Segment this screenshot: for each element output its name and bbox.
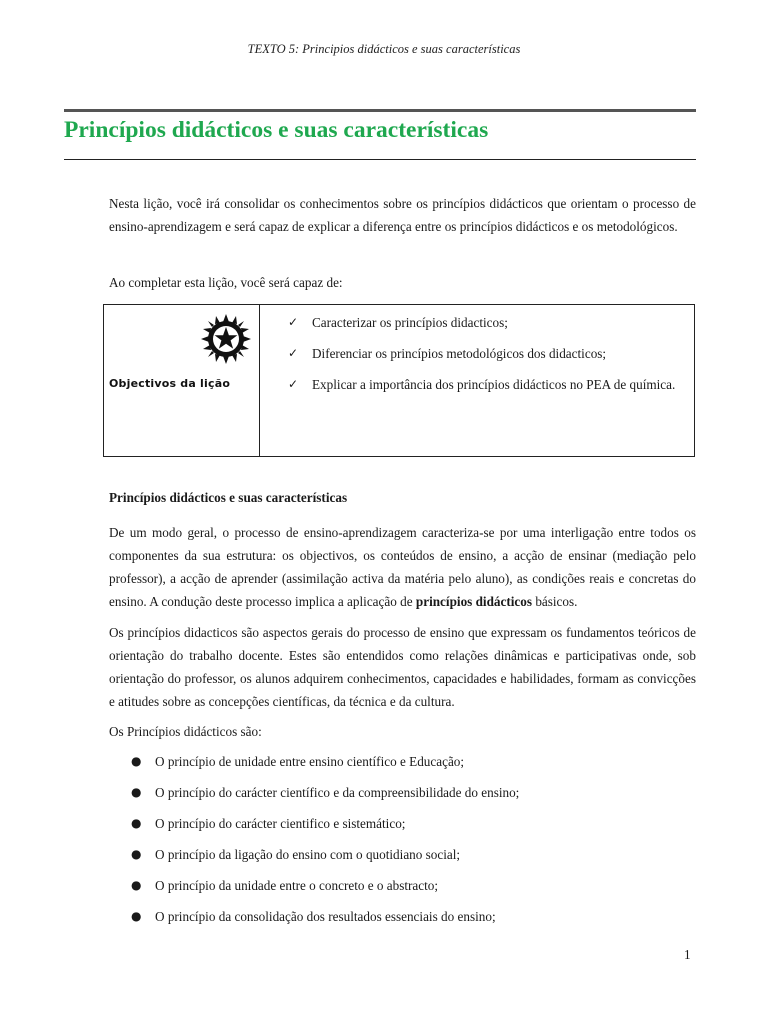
- objective-item: [288, 311, 688, 334]
- objectives-box: [103, 304, 695, 457]
- objective-item: [288, 342, 688, 365]
- bullet-icon: ●: [131, 878, 142, 892]
- checkmark-icon: ✓: [288, 315, 299, 329]
- list-item-text: O princípio do carácter cientifico e sistemático;: [155, 816, 406, 831]
- list-item: [109, 843, 696, 874]
- section-paragraph-2: Os princípios didacticos são aspectos gerais do processo de ensino que expressam os fundamentos teóricos de orientação do trabalho docente. Estes são entendidos como relações dinâmicas e participativas onde, sob orientação do professor, os alunos adquirem conhecimentos, capacidades e habilidades, formam as convicções e atitudes sobre as concepções científicas, da técnica e da cultura.: [109, 625, 696, 709]
- objectives-label: Objectivos da lição: [109, 377, 231, 390]
- intro-paragraph: Nesta lição, você irá consolidar os conhecimentos sobre os princípios didácticos que orientam o processo de ensino-aprendizagem e será capaz de explicar a diferença entre os princípios didácticos e os metodológicos.: [109, 196, 696, 234]
- bullet-icon: ●: [131, 785, 142, 799]
- title-bottom-rule: [64, 159, 696, 160]
- objectives-divider: [259, 305, 260, 456]
- bullet-icon: ●: [131, 909, 142, 923]
- checkmark-icon: ✓: [288, 346, 299, 360]
- objective-item: [288, 373, 688, 396]
- bold-term: princípios didácticos: [415, 594, 533, 609]
- list-item-text: O princípio da consolidação dos resultados essenciais do ensino;: [155, 909, 496, 924]
- list-item: [109, 874, 696, 905]
- section-heading: Princípios didácticos e suas características: [109, 490, 348, 505]
- list-item: [109, 812, 696, 843]
- page-number: 1: [684, 947, 691, 962]
- paragraph-text-end: básicos.: [532, 594, 578, 609]
- list-item-text: O princípio de unidade entre ensino científico e Educação;: [155, 754, 465, 769]
- sun-star-icon: [200, 313, 252, 365]
- objective-text: Explicar a importância dos princípios didácticos no PEA de química.: [312, 377, 676, 392]
- list-item-text: O princípio da ligação do ensino com o quotidiano social;: [155, 847, 461, 862]
- objective-text: Caracterizar os princípios didacticos;: [312, 315, 508, 330]
- paragraph-text: De um modo geral, o processo de ensino-aprendizagem caracteriza-se por uma interligação entre todos os componentes da sua estrutura: os objectivos, os conteúdos de ensino, a acção de ensinar (mediação pelo professor), a acção de aprender (assimilação activa da matéria pelo aluno), as condições reais e concretas do ensino. A condução deste processo implica a aplicação de: [109, 525, 696, 609]
- objectives-list: [288, 311, 688, 404]
- objective-text: Diferenciar os princípios metodológicos dos didacticos;: [312, 346, 607, 361]
- bullet-icon: ●: [131, 754, 142, 768]
- bullet-icon: ●: [131, 847, 142, 861]
- principles-list: [109, 750, 696, 936]
- list-item-text: O princípio do carácter científico e da compreensibilidade do ensino;: [155, 785, 520, 800]
- bullet-icon: ●: [131, 816, 142, 830]
- list-item: [109, 781, 696, 812]
- list-item-text: O princípio da unidade entre o concreto e o abstracto;: [155, 878, 439, 893]
- section-paragraph-1: [109, 521, 696, 613]
- list-intro: Os Princípios didácticos são:: [109, 724, 262, 739]
- list-item: [109, 905, 696, 936]
- intro-lead-in: Ao completar esta lição, você será capaz de:: [109, 275, 343, 290]
- page-title: Princípios didácticos e suas características: [64, 117, 489, 143]
- running-header: TEXTO 5: Principios didácticos e suas características: [247, 42, 521, 56]
- title-top-rule: [64, 109, 696, 112]
- checkmark-icon: ✓: [288, 377, 299, 391]
- list-item: [109, 750, 696, 781]
